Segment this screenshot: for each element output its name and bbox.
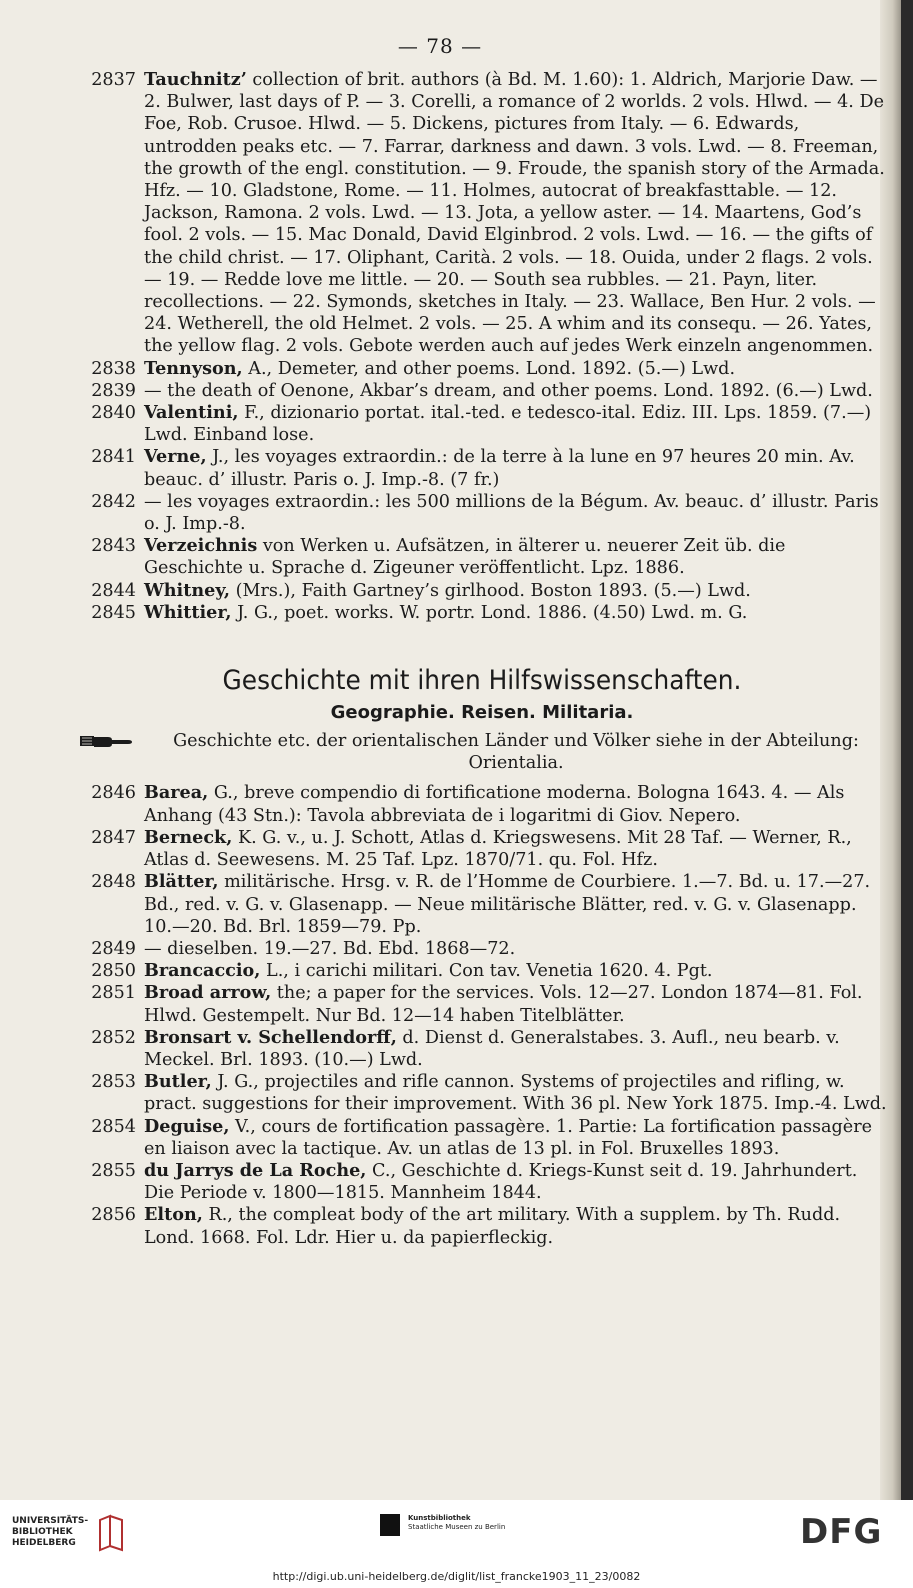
- entry-author: Barea,: [144, 782, 209, 804]
- cross-reference-note: [76, 730, 888, 774]
- entry-list-bottom: [76, 782, 888, 1248]
- catalogue-entry: [76, 535, 888, 579]
- entry-number: 2838: [91, 358, 136, 379]
- entry-number: 2845: [91, 602, 136, 623]
- entry-number: 2841: [91, 447, 136, 468]
- entry-number: 2840: [91, 403, 136, 424]
- entry-number: 2851: [91, 983, 136, 1004]
- catalogue-entry: [76, 358, 888, 380]
- entry-description: — les voyages extraordin.: les 500 millions de la Bégum. Av. beauc. d’ illustr. Paris o. J. Imp.-8.: [144, 491, 879, 535]
- catalogue-entry: [76, 1160, 888, 1204]
- entry-description: K. G. v., u. J. Schott, Atlas d. Kriegswesens. Mit 28 Taf. — Werner, R., Atlas d. Seewesens. M. 25 Taf. Lpz. 1870/71. qu. Fol. Hfz.: [144, 827, 852, 871]
- entry-author: Brancaccio,: [144, 960, 261, 982]
- section-title: Geschichte mit ihren Hilfswissenschaften.: [222, 665, 742, 697]
- catalogue-entry: [76, 1071, 888, 1115]
- entry-description: F., dizionario portat. ital.-ted. e tedesco-ital. Ediz. III. Lps. 1859. (7.—) Lwd. Einband lose.: [144, 403, 872, 446]
- entry-description: J. G., poet. works. W. portr. Lond. 1886. (4.50) Lwd. m. G.: [231, 602, 748, 623]
- kunstbibliothek-logo-icon: [380, 1514, 400, 1536]
- entry-description: — dieselben. 19.—27. Bd. Ebd. 1868—72.: [144, 938, 516, 959]
- entry-number: 2846: [91, 783, 136, 804]
- catalogue-entry: [76, 938, 888, 960]
- entry-number: 2856: [91, 1205, 136, 1226]
- entry-author: Verne,: [144, 446, 207, 468]
- entry-number: 2842: [91, 491, 136, 512]
- footer-bar: [0, 1500, 913, 1588]
- entry-author: Tennyson,: [144, 357, 243, 379]
- kb-line2: Staatliche Museen zu Berlin: [408, 1523, 506, 1531]
- entry-author: Tauchnitz’: [144, 69, 247, 90]
- entry-number: 2850: [91, 961, 136, 982]
- catalogue-entry: [76, 960, 888, 982]
- entry-number: 2853: [91, 1072, 136, 1093]
- catalogue-content: [76, 69, 888, 1249]
- entry-author: Verzeichnis: [144, 535, 258, 557]
- entry-author: Bronsart v. Schellendorff,: [144, 1026, 397, 1048]
- catalogue-entry: [76, 1204, 888, 1248]
- ub-heidelberg-logo: [12, 1516, 88, 1549]
- entry-description: von Werken u. Aufsätzen, in älterer u. neuerer Zeit üb. die Geschichte u. Sprache d. Zigeuner veröffentlicht. Lpz. 1886.: [144, 536, 786, 579]
- entry-author: Valentini,: [144, 402, 239, 424]
- section-subtitle: Geographie. Reisen. Militaria.: [330, 702, 634, 724]
- ub-seal-icon: [96, 1514, 126, 1554]
- dfg-logo: DFG: [800, 1512, 883, 1552]
- ub-logo-line: BIBLIOTHEK: [12, 1527, 73, 1537]
- entry-author: Blätter,: [144, 871, 219, 893]
- entry-number: 2855: [91, 1160, 136, 1181]
- entry-description: d. Dienst d. Generalstabes. 3. Aufl., neu bearb. v. Meckel. Brl. 1893. (10.—) Lwd.: [144, 1027, 840, 1070]
- entry-author: Whittier,: [144, 601, 232, 623]
- kunstbibliothek-label: [408, 1514, 505, 1532]
- catalogue-entry: [76, 827, 888, 871]
- entry-description: J. G., projectiles and rifle cannon. Systems of projectiles and rifling, w. pract. suggestions for their improvement. With 36 pl. New York 1875. Imp.-4. Lwd.: [144, 1072, 887, 1115]
- entry-list-top: [76, 69, 888, 624]
- entry-number: 2849: [91, 938, 136, 959]
- catalogue-entry: [76, 69, 888, 358]
- catalogue-entry: [76, 380, 888, 402]
- catalogue-entry: [76, 982, 888, 1026]
- page-number: — 78 —: [397, 34, 483, 58]
- catalogue-entry: [76, 871, 888, 938]
- entry-author: Berneck,: [144, 826, 233, 848]
- entry-number: 2837: [91, 70, 136, 90]
- book-spine: [901, 0, 913, 1500]
- entry-number: 2847: [91, 827, 136, 848]
- entry-author: du Jarrys de La Roche,: [144, 1159, 367, 1181]
- entry-number: 2839: [91, 380, 136, 401]
- catalogue-entry: [76, 446, 888, 490]
- note-text: Geschichte etc. der orientalischen Länder und Völker siehe in der Abteilung: Orientalia.: [173, 731, 859, 774]
- entry-author: Whitney,: [144, 579, 231, 601]
- entry-number: 2848: [91, 872, 136, 893]
- entry-description: A., Demeter, and other poems. Lond. 1892. (5.—) Lwd.: [242, 358, 736, 379]
- catalogue-entry: [76, 1116, 888, 1160]
- entry-number: 2843: [91, 536, 136, 557]
- entry-description: V., cours de fortification passagère. 1. Partie: La fortification passagère en liaison avec la tactique. Av. un atlas de 13 pl. in Fol. Bruxelles 1893.: [144, 1116, 873, 1159]
- entry-description: J., les voyages extraordin.: de la terre à la lune en 97 heures 20 min. Av. beauc. d’ illustr. Paris o. J. Imp.-8. (7 fr.): [144, 447, 855, 490]
- entry-description: militärische. Hrsg. v. R. de l’Homme de Courbiere. 1.—7. Bd. u. 17.—27. Bd., red. v. G. v. Glasenapp. — Neue militärische Blätter, red. v. G. v. Glasenapp. 10.—20. Bd. Brl. 1859—79. Pp.: [144, 872, 871, 937]
- catalogue-entry: [76, 602, 888, 624]
- entry-author: Broad arrow,: [144, 982, 272, 1004]
- pointing-hand-icon: [78, 732, 134, 750]
- entry-number: 2852: [91, 1027, 136, 1048]
- entry-author: Deguise,: [144, 1115, 230, 1137]
- catalogue-entry: [76, 491, 888, 535]
- entry-author: Butler,: [144, 1071, 212, 1093]
- catalogue-entry: [76, 1027, 888, 1071]
- ub-logo-line: UNIVERSITÄTS-: [12, 1516, 89, 1526]
- catalogue-entry: [76, 580, 888, 602]
- entry-number: 2854: [91, 1116, 136, 1137]
- entry-description: the; a paper for the services. Vols. 12—27. London 1874—81. Fol. Hlwd. Gestempelt. Nur Bd. 12—14 haben Titelblätter.: [144, 983, 863, 1026]
- entry-description: R., the compleat body of the art military. With a supplem. by Th. Rudd. Lond. 1668. Fol. Ldr. Hier u. da papierfleckig.: [144, 1205, 841, 1248]
- entry-description: C., Geschichte d. Kriegs-Kunst seit d. 19. Jahrhundert. Die Periode v. 1800—1815. Mannheim 1844.: [144, 1160, 858, 1204]
- entry-number: 2844: [91, 580, 136, 601]
- entry-description: collection of brit. authors (à Bd. M. 1.60): 1. Aldrich, Marjorie Daw. — 2. Bulwer, last days of P. — 3. Corelli, a romance of 2 worlds. 2 vols. Hlwd. — 4. De Foe, Rob. Crusoe. Hlwd. — 5. Dickens, pictures from Italy. — 6. Edwards, untrodden peaks etc. — 7. Farrar, darkness and dawn. 3 vols. Lwd. — 8. Freeman, the growth of the engl. constitution. — 9. Froude, the spanish story of the Armada. Hfz. — 10. Gladstone, Rome. — 11. Holmes, autocrat of breakfasttable. — 12. Jackson, Ramona. 2 vols. Lwd. — 13. Jota, a yellow aster. — 14. Maartens, God’s fool. 2 vols. — 15. Mac Donald, David Elginbrod. 2 vols. Lwd. — 16. — the gifts of the child christ. — 17. Oliphant, Carità. 2 vols. — 18. Ouida, under 2 flags. 2 vols. — 19. — Redde love me little. — 20. — South sea rubbles. — 21. Payn, liter. recollections. — 22. Symonds, sketches in Italy. — 23. Wallace, Ben Hur. 2 vols. — 24. Wetherell, the old Helmet. 2 vols. — 25. A whim and its consequ. — 26. Yates, the yellow flag. 2 vols. Gebote werden auch auf jedes Werk einzeln angenommen.: [144, 70, 885, 357]
- catalogue-entry: [76, 402, 888, 446]
- entry-description: — the death of Oenone, Akbar’s dream, and other poems. Lond. 1892. (6.—) Lwd.: [144, 380, 873, 401]
- entry-author: Elton,: [144, 1204, 203, 1226]
- catalogue-entry: [76, 782, 888, 826]
- entry-description: G., breve compendio di fortificatione moderna. Bologna 1643. 4. — Als Anhang (43 Stn.): Tavola abbreviata de i logaritmi di Giov. Nepero.: [144, 783, 845, 826]
- kb-line1: Kunstbibliothek: [408, 1514, 471, 1522]
- entry-description: (Mrs.), Faith Gartney’s girlhood. Boston 1893. (5.—) Lwd.: [230, 580, 751, 601]
- entry-description: L., i carichi militari. Con tav. Venetia 1620. 4. Pgt.: [260, 961, 713, 982]
- source-url[interactable]: http://digi.ub.uni-heidelberg.de/diglit/list_francke1903_11_23/0082: [272, 1570, 641, 1583]
- ub-logo-line: HEIDELBERG: [12, 1538, 76, 1548]
